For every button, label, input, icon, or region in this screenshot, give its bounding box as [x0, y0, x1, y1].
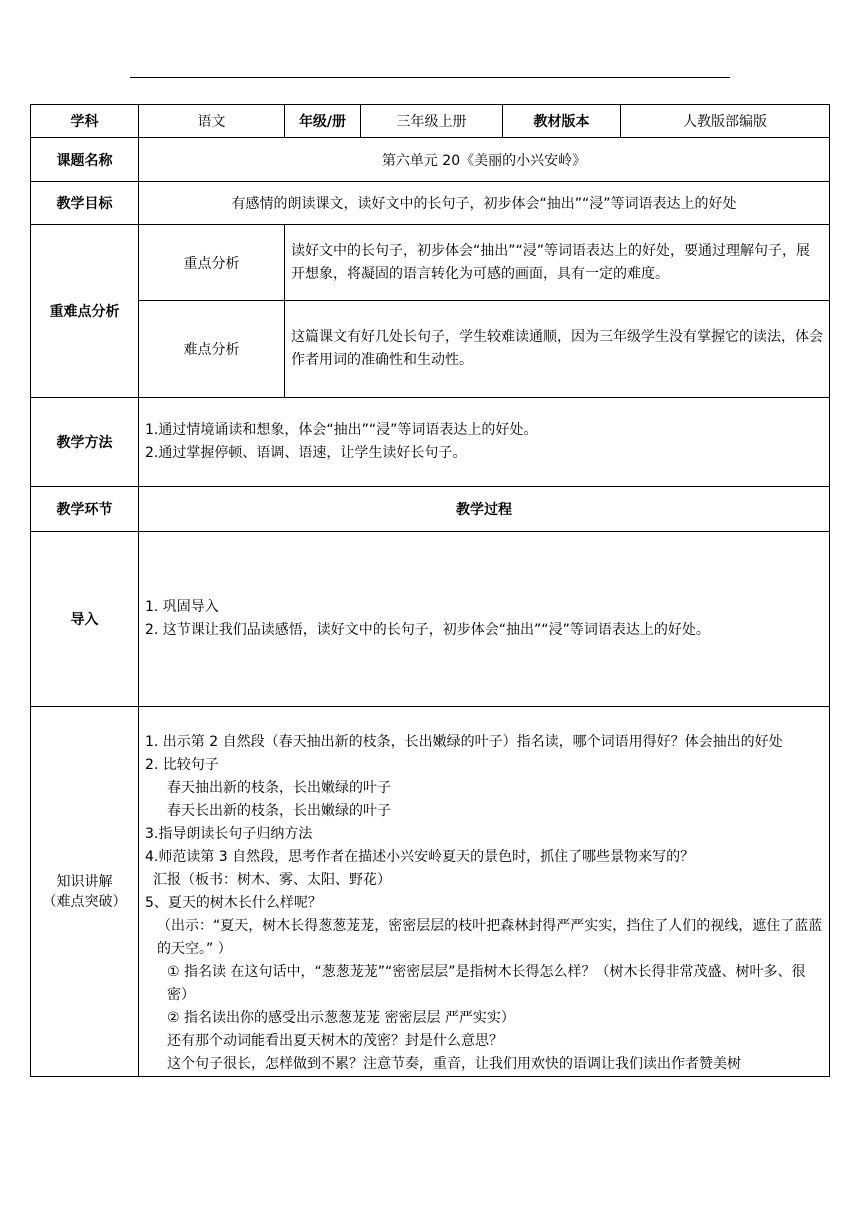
- knowledge-line: 还有那个动词能看出夏天树木的茂密？封是什么意思？: [167, 1033, 503, 1049]
- subject-label: 学科: [31, 105, 139, 138]
- difficulty-analysis-text: 这篇课文有好几处长句子，学生较难读通顺，因为三年级学生没有掌握它的读法，体会作者用词的准确性和生动性。: [285, 301, 830, 398]
- analysis-label: 重难点分析: [31, 225, 139, 398]
- topic-label: 课题名称: [31, 138, 139, 182]
- intro-row: [31, 532, 830, 707]
- intro-line: 2. 这节课让我们品读感悟，读好文中的长句子，初步体会“抽出”“浸”等词语表达上的好处。: [145, 622, 710, 638]
- method-label: 教学方法: [31, 398, 139, 487]
- subject-value: 语文: [139, 105, 285, 138]
- knowledge-line: 4.师范读第 3 自然段，思考作者在描述小兴安岭夏天的景色时，抓住了哪些景物来写的？: [145, 849, 695, 865]
- difficulty-analysis-row: [31, 301, 830, 398]
- knowledge-row: [31, 707, 830, 1077]
- lesson-plan-table: [30, 104, 830, 1077]
- knowledge-content: [139, 707, 830, 1077]
- method-line: 1.通过情境诵读和想象，体会“抽出”“浸”等词语表达上的好处。: [145, 422, 538, 438]
- intro-line: 1. 巩固导入: [145, 599, 219, 615]
- edition-value: 人教版部编版: [621, 105, 830, 138]
- goal-label: 教学目标: [31, 182, 139, 225]
- knowledge-line: ① 指名读 在这句话中，“葱葱茏茏”“密密层层”是指树木长得怎么样？（树木长得非常茂盛、树叶多、很密）: [167, 964, 806, 1003]
- knowledge-line: 3.指导朗读长句子归纳方法: [145, 826, 313, 842]
- key-analysis-label: 重点分析: [139, 225, 285, 301]
- process-stage-label: 教学环节: [31, 487, 139, 532]
- method-content: [139, 398, 830, 487]
- knowledge-line: 1. 出示第 2 自然段（春天抽出新的枝条，长出嫩绿的叶子）指名读，哪个词语用得好？体会抽出的好处: [145, 734, 783, 750]
- method-line: 2.通过掌握停顿、语调、语速，让学生读好长句子。: [145, 445, 467, 461]
- intro-label: 导入: [31, 532, 139, 707]
- method-row: [31, 398, 830, 487]
- intro-content: [139, 532, 830, 707]
- knowledge-label-line: 知识讲解: [56, 873, 113, 890]
- knowledge-label-line: （难点突破）: [42, 893, 127, 910]
- subject-row: [31, 105, 830, 138]
- grade-label: 年级/册: [285, 105, 361, 138]
- knowledge-line: 5、夏天的树木长什么样呢？: [145, 895, 322, 911]
- key-analysis-row: [31, 225, 830, 301]
- goal-row: [31, 182, 830, 225]
- difficulty-analysis-label: 难点分析: [139, 301, 285, 398]
- edition-label: 教材版本: [503, 105, 621, 138]
- knowledge-line: （出示：“夏天，树木长得葱葱茏茏，密密层层的枝叶把森林封得严严实实，挡住了人们的视线，遮住了蓝蓝的天空。” ）: [157, 918, 823, 957]
- topic-value: 第六单元 20《美丽的小兴安岭》: [139, 138, 830, 182]
- knowledge-label: [31, 707, 139, 1077]
- knowledge-line: 春天抽出新的枝条，长出嫩绿的叶子: [167, 780, 391, 796]
- key-analysis-text: 读好文中的长句子，初步体会“抽出”“浸”等词语表达上的好处，要通过理解句子，展开想象，将凝固的语言转化为可感的画面，具有一定的难度。: [285, 225, 830, 301]
- topic-row: [31, 138, 830, 182]
- knowledge-line: ② 指名读出你的感受出示葱葱茏茏 密密层层 严严实实）: [167, 1010, 515, 1026]
- header-rule: [130, 77, 730, 78]
- knowledge-line: 2. 比较句子: [145, 757, 219, 773]
- knowledge-line: 这个句子很长，怎样做到不累？注意节奏，重音，让我们用欢快的语调让我们读出作者赞美树: [167, 1056, 741, 1072]
- process-header-row: [31, 487, 830, 532]
- goal-value: 有感情的朗读课文，读好文中的长句子，初步体会“抽出”“浸”等词语表达上的好处: [139, 182, 830, 225]
- knowledge-line: 春天长出新的枝条，长出嫩绿的叶子: [167, 803, 391, 819]
- process-title: 教学过程: [139, 487, 830, 532]
- grade-value: 三年级上册: [361, 105, 503, 138]
- knowledge-line: 汇报（板书：树木、雾、太阳、野花）: [153, 872, 391, 888]
